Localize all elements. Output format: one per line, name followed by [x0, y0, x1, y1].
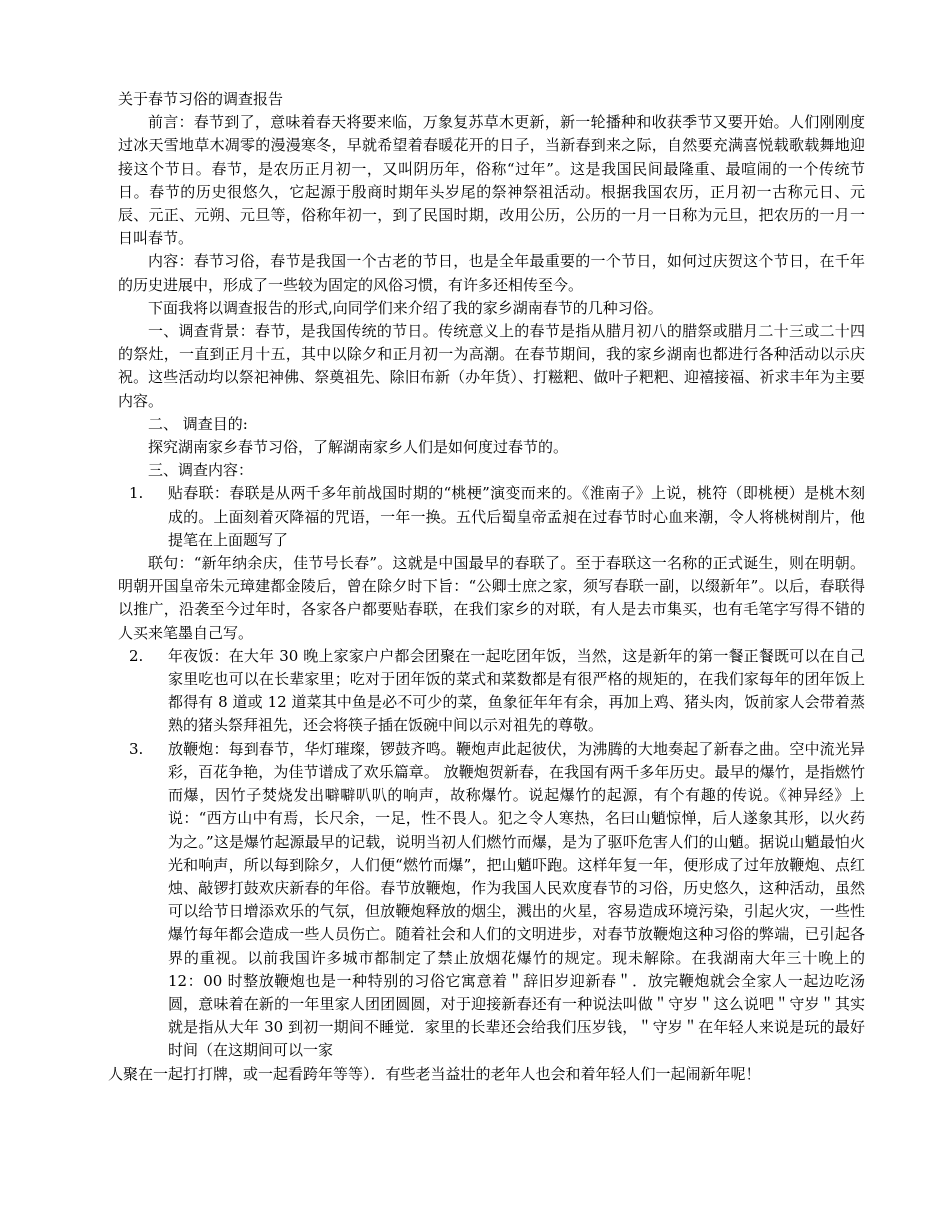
content-heading: 三、调查内容：: [148, 461, 254, 480]
list-item-text: 年夜饭：在大年 30 晚上家家户户都会团聚在一起吃团年饭，当然，这是新年的第一餐正餐既可以在自己家里吃也可以在长辈家里；吃对于团年饭的菜式和菜数都是有很严格的规矩的，在我们家每年的团年饭上都得有 8 道或 12 道菜其中鱼是必不可少的菜，鱼象征年年有余，再加上鸡、猪头肉，饭前家人会带着蒸熟的猪头祭拜祖先，还会将筷子插在饭碗中间以示对祖先的尊敬。: [168, 646, 865, 735]
list-item-number: 2.: [129, 646, 144, 665]
list-item-couplets: [118, 482, 865, 552]
list-item-text: 贴春联：春联是从两千多年前战国时期的“桃梗”演变而来的。《淮南子》上说，桃符（即桃梗）是桃木刻成的。上面刻着灭降福的咒语，一年一换。五代后蜀皇帝孟昶在过春节时心血来潮，令人将桃树削片，他提笔在上面题写了: [168, 484, 865, 549]
content-paragraph: 内容：春节习俗，春节是我国一个古老的节日，也是全年最重要的一个节日，如何过庆贺这个节日，在千年的历史进展中，形成了一些较为固定的风俗习惯，有许多还相传至今。: [118, 252, 865, 294]
list-item-number: 1.: [129, 484, 144, 503]
purpose-paragraph: 探究湖南家乡春节习俗，了解湖南家乡人们是如何度过春节的。: [148, 438, 569, 457]
intro-paragraph: 下面我将以调查报告的形式,向同学们来介绍了我的家乡湖南春节的几种习俗。: [148, 298, 663, 317]
couplet-paragraph: 联句：“新年纳余庆，佳节号长春”。这就是中国最早的春联了。至于春联这一名称的正式诞生，则在明朝。明朝开国皇帝朱元璋建都金陵后，曾在除夕时下旨：“公卿士庶之家，须写春联一副，以缀新年”。以后，春联得以推广，沿袭至今过年时，各家各户都要贴春联，在我们家乡的对联，有人是去市集买，也有毛笔字写得不错的人买来笔墨自己写。: [118, 554, 865, 642]
purpose-heading: 二、 调查目的:: [148, 414, 248, 433]
report-title: 关于春节习俗的调查报告: [118, 90, 284, 108]
background-paragraph: 一、调查背景：春节，是我国传统的节日。传统意义上的春节是指从腊月初八的腊祭或腊月二十三或二十四的祭灶，一直到正月十五，其中以除夕和正月初一为高潮。在春节期间，我的家乡湖南也都进行各种活动以示庆祝。这些活动均以祭祀神佛、祭奠祖先、除旧布新（办年货）、打糍粑、做叶子粑粑、迎禧接福、祈求丰年为主要内容。: [118, 322, 865, 410]
list-item-number: 3.: [129, 739, 144, 758]
list-item-dinner: [118, 645, 865, 738]
preface-paragraph: 前言：春节到了，意味着春天将要来临，万象复苏草木更新，新一轮播种和收获季节又要开始。人们刚刚度过冰天雪地草木凋零的漫漫寒冬，早就希望着春暖花开的日子，当新春到来之际，自然要充满喜悦载歌载舞地迎接这个节日。春节，是农历正月初一，又叫阴历年，俗称“过年”。这是我国民间最隆重、最喧闹的一个传统节日。春节的历史很悠久，它起源于殷商时期年头岁尾的祭神祭祖活动。根据我国农历，正月初一古称元日、元辰、元正、元朔、元旦等，俗称年初一，到了民国时期，改用公历，公历的一月一日称为元旦，把农历的一月一日叫春节。: [118, 113, 865, 248]
list-item-text: 放鞭炮：每到春节，华灯璀璨，锣鼓齐鸣。鞭炮声此起彼伏，为沸腾的大地奏起了新春之曲。空中流光异彩，百花争艳，为佳节谱成了欢乐篇章。 放鞭炮贺新春，在我国有两千多年历史。最早的爆竹，是指燃竹而爆，因竹子焚烧发出噼噼叭叭的响声，故称爆竹。说起爆竹的起源，有个有趣的传说。《神异经》上说：“西方山中有焉，长尺余，一足，性不畏人。犯之令人寒热，名曰山魈惊惮，后人遂象其形，以火药为之。”这是爆竹起源最早的记载，说明当初人们燃竹而爆，是为了驱吓危害人们的山魈。据说山魈最怕火光和响声，所以每到除夕，人们便“燃竹而爆”，把山魈吓跑。这样年复一年，便形成了过年放鞭炮、点红烛、敲锣打鼓欢庆新春的年俗。春节放鞭炮，作为我国人民欢度春节的习俗，历史悠久，这种活动，虽然可以给节日增添欢乐的气氛，但放鞭炮释放的烟尘，溅出的火星，容易造成环境污染，引起火灾，一些性爆竹每年都会造成一些人员伤亡。随着社会和人们的文明进步，对春节放鞭炮这种习俗的弊端，已引起各界的重视。以前我国许多城市都制定了禁止放烟花爆竹的规定。现未解除。在我湖南大年三十晚上的 12：00 时整放鞭炮也是一种特别的习俗它寓意着＂辞旧岁迎新春＂．放完鞭炮就会全家人一起边吃汤圆，意味着在新的一年里家人团团圆圆，对于迎接新春还有一种说法叫做＂守岁＂这么说吧＂守岁＂其实就是指从大年 30 到初一期间不睡觉．家里的长辈还会给我们压岁钱，＂守岁＂在年轻人来说是玩的最好时间（在这期间可以一家: [168, 739, 865, 1060]
list-item-firecrackers: [118, 738, 865, 1063]
closing-paragraph: 人聚在一起打打牌，或一起看跨年等等）．有些老当益壮的老年人也会和着年轻人们一起闹新年呢！: [108, 1064, 761, 1083]
